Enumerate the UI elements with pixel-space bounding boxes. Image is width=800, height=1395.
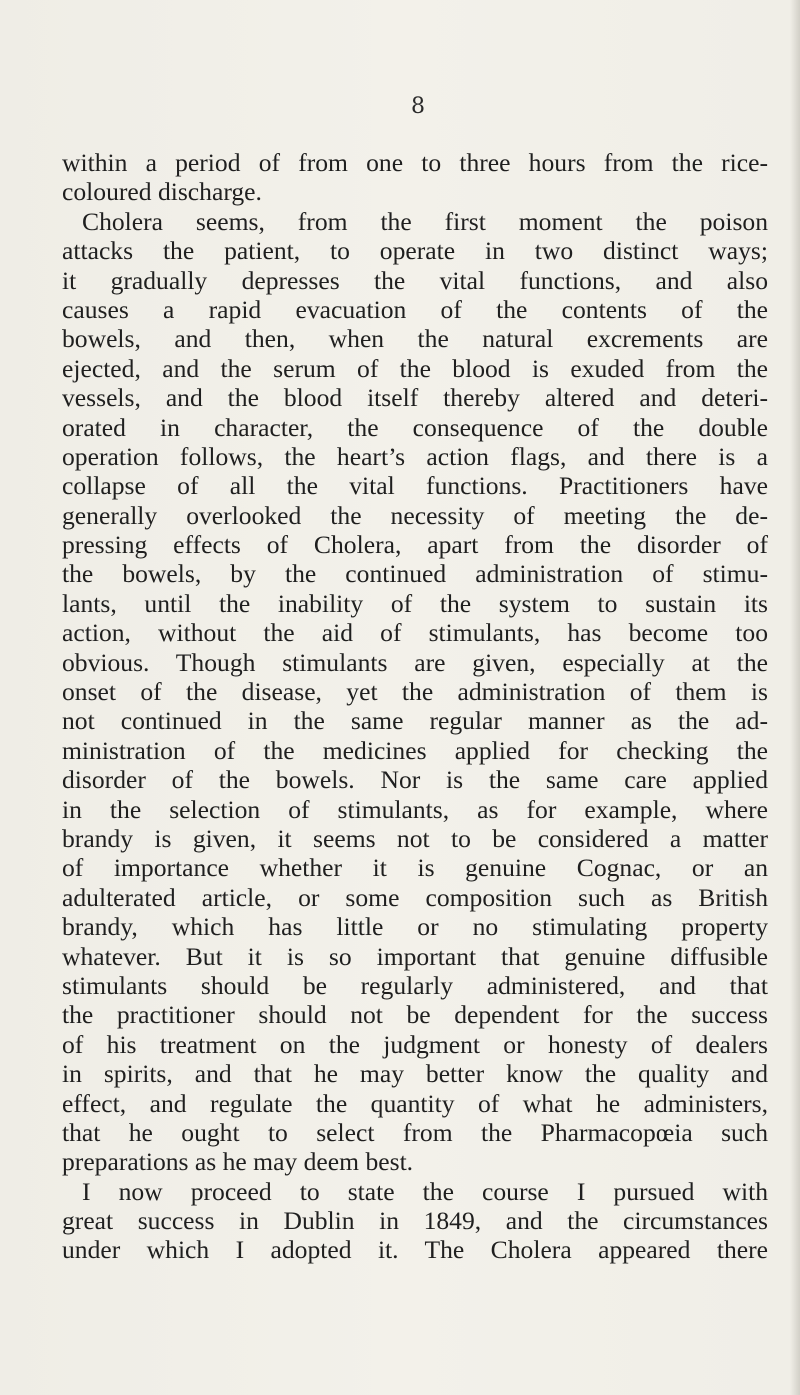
text-line: attacks the patient, to operate in two distinct ways; bbox=[62, 236, 768, 266]
text-line: coloured discharge. bbox=[62, 177, 262, 207]
text-line: I now proceed to state the course I pursued with bbox=[82, 1176, 768, 1206]
text-line: causes a rapid evacuation of the contents of the bbox=[62, 294, 768, 324]
text-line: action, without the aid of stimulants, has become too bbox=[62, 618, 768, 648]
text-line: preparations as he may deem best. bbox=[62, 1147, 414, 1177]
text-line: under which I adopted it. The Cholera appeared there bbox=[62, 1235, 768, 1265]
text-line: ministration of the medicines applied for checking the bbox=[62, 735, 768, 765]
text-line: stimulants should be regularly administered, and that bbox=[62, 970, 768, 1000]
page-number: 8 bbox=[411, 94, 425, 119]
text-line: adulterated article, or some composition such as British bbox=[62, 882, 768, 912]
text-line: great success in Dublin in 1849, and the circumstances bbox=[62, 1206, 768, 1236]
text-line: brandy, which has little or no stimulating property bbox=[62, 912, 768, 942]
text-line: the bowels, by the continued administration of stimu- bbox=[62, 559, 768, 589]
text-line: within a period of from one to three hours from the rice- bbox=[62, 148, 768, 177]
text-line: collapse of all the vital functions. Practitioners have bbox=[62, 471, 768, 501]
text-line: pressing effects of Cholera, apart from the disorder of bbox=[62, 530, 768, 560]
text-line: of his treatment on the judgment or honesty of dealers bbox=[62, 1029, 768, 1059]
text-line: that he ought to select from the Pharmacopœia such bbox=[62, 1117, 768, 1147]
text-line: of importance whether it is genuine Cognac, or an bbox=[62, 853, 768, 883]
text-line: generally overlooked the necessity of meeting the de- bbox=[62, 500, 768, 530]
text-line: disorder of the bowels. Nor is the same care applied bbox=[62, 765, 768, 795]
text-line: lants, until the inability of the system to sustain its bbox=[62, 588, 768, 618]
text-line: orated in character, the consequence of the double bbox=[62, 412, 768, 442]
text-line: in spirits, and that he may better know the quality and bbox=[62, 1059, 768, 1089]
text-line: the practitioner should not be dependent for the success bbox=[62, 1000, 768, 1030]
text-line: not continued in the same regular manner as the ad- bbox=[62, 706, 768, 736]
body-text bbox=[62, 148, 768, 1265]
text-line: in the selection of stimulants, as for example, where bbox=[62, 794, 768, 824]
text-line: brandy is given, it seems not to be considered a matter bbox=[62, 823, 768, 853]
text-line: obvious. Though stimulants are given, especially at the bbox=[62, 647, 768, 677]
text-line: whatever. But it is so important that genuine diffusible bbox=[62, 941, 768, 971]
text-line: vessels, and the blood itself thereby altered and deteri- bbox=[62, 383, 768, 413]
text-line: onset of the disease, yet the administration of them is bbox=[62, 677, 768, 707]
text-line: bowels, and then, when the natural excrements are bbox=[62, 324, 768, 354]
text-line: effect, and regulate the quantity of what he administers, bbox=[62, 1088, 768, 1118]
text-line: operation follows, the heart’s action flags, and there is a bbox=[62, 441, 768, 471]
text-line: ejected, and the serum of the blood is exuded from the bbox=[62, 353, 768, 383]
page-edge-shadow bbox=[790, 0, 800, 1395]
text-line: Cholera seems, from the first moment the poison bbox=[82, 206, 768, 236]
text-line: it gradually depresses the vital functions, and also bbox=[62, 265, 768, 295]
